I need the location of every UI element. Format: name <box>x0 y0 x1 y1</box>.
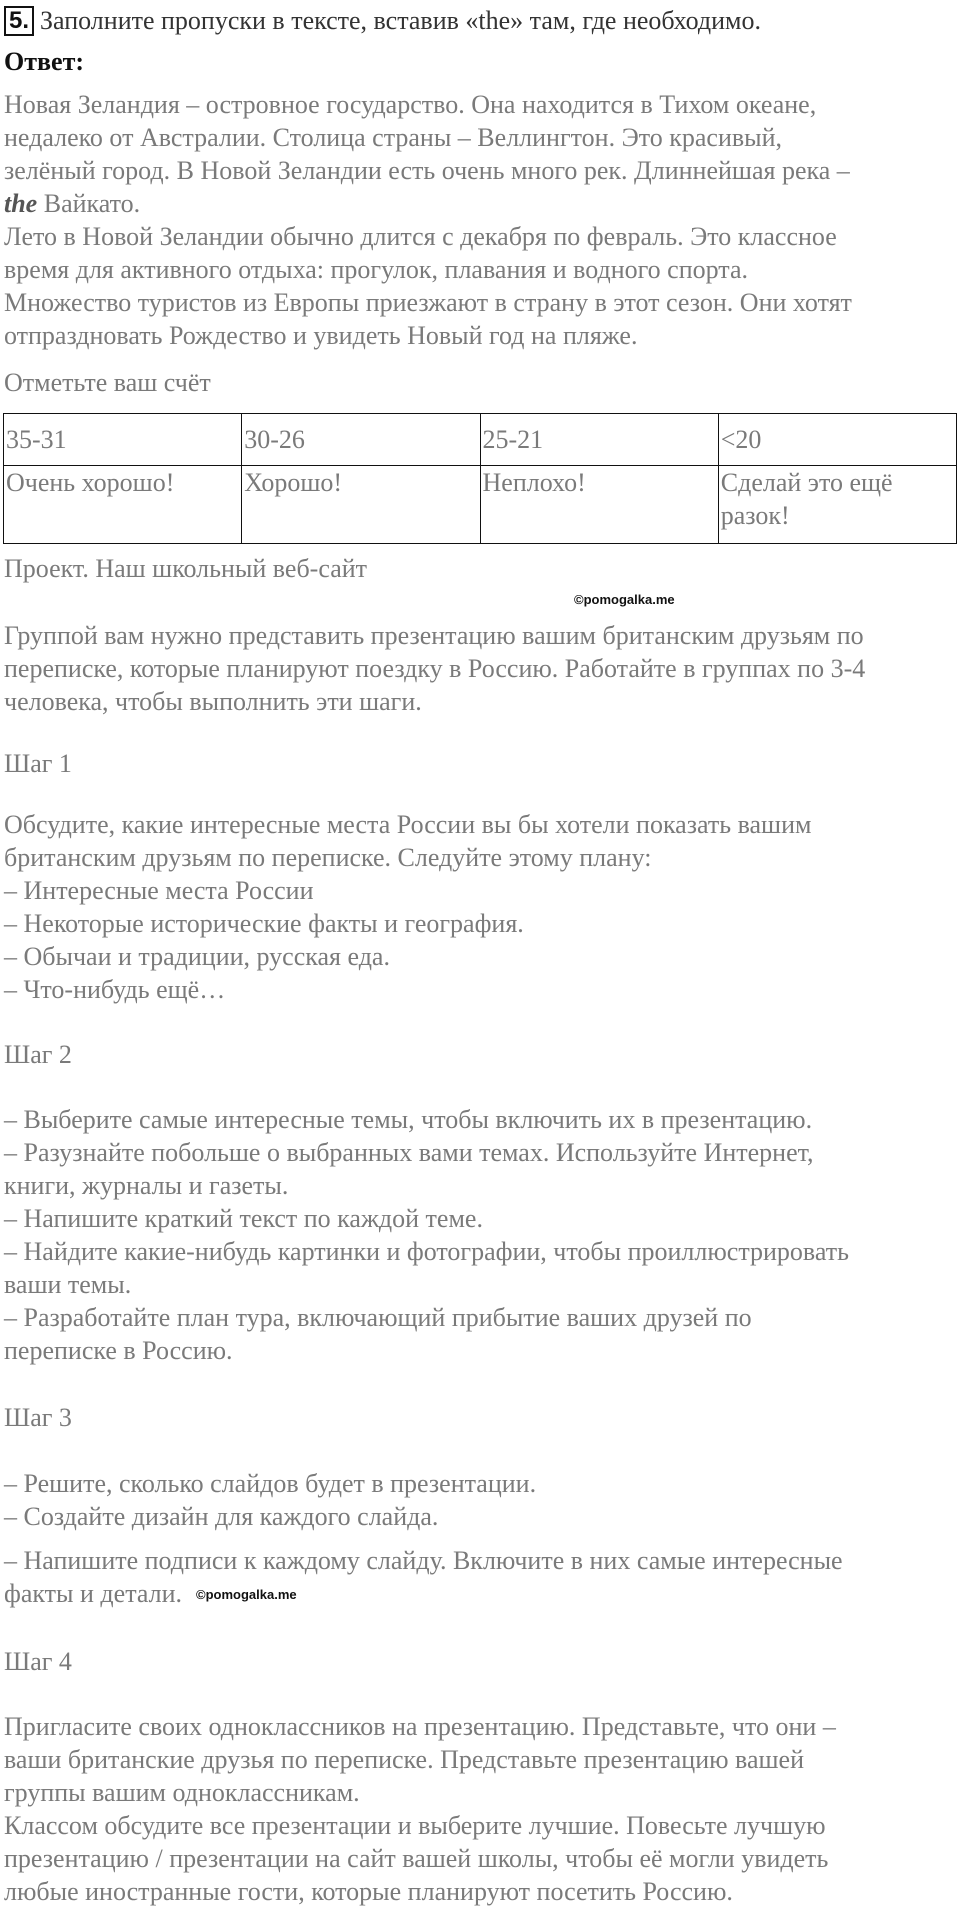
list-item: – Выберите самые интересные темы, чтобы включить их в презентацию. <box>4 1105 813 1134</box>
project-intro <box>4 619 865 718</box>
answer-line <box>4 187 852 220</box>
watermark: ©pomogalka.me <box>574 592 675 607</box>
step3-content-b <box>4 1544 843 1614</box>
answer-line: отпраздновать Рождество и увидеть Новый год на пляже. <box>4 321 638 350</box>
score-comment-cell: Сделай это ещё разок! <box>718 466 956 544</box>
list-item: – Что-нибудь ещё… <box>4 975 226 1004</box>
score-ranges-row <box>4 414 957 466</box>
score-comment-cell: Хорошо! <box>242 466 480 544</box>
answer-line: Новая Зеландия – островное государство. Она находится в Тихом океане, <box>4 90 817 119</box>
list-item: – Решите, сколько слайдов будет в презентации. <box>4 1469 537 1498</box>
step-title: Шаг 4 <box>4 1647 72 1676</box>
exercise-number: 5. <box>4 6 34 36</box>
intro-line: человека, чтобы выполнить эти шаги. <box>4 687 422 716</box>
step-line: Классом обсудите все презентации и выберите лучшие. Повесьте лучшую <box>4 1811 826 1840</box>
project-title: Проект. Наш школьный веб-сайт <box>4 554 368 583</box>
score-comment-cell: Очень хорошо! <box>4 466 242 544</box>
step-line: Обсудите, какие интересные места России вы бы хотели показать вашим <box>4 810 812 839</box>
step-line: любые иностранные гости, которые планируют посетить Россию. <box>4 1877 733 1906</box>
list-item-text: факты и детали. <box>4 1579 183 1608</box>
score-label: Отметьте ваш счёт <box>4 368 211 397</box>
step-title: Шаг 1 <box>4 749 72 778</box>
inserted-the: the <box>4 189 38 218</box>
list-item: – Разузнайте побольше о выбранных вами темах. Используйте Интернет, <box>4 1138 814 1167</box>
list-item: – Некоторые исторические факты и география. <box>4 909 524 938</box>
intro-line: Группой вам нужно представить презентацию вашим британским друзьям по <box>4 621 864 650</box>
list-item: ваши темы. <box>4 1270 132 1299</box>
list-item: – Обычаи и традиции, русская еда. <box>4 942 390 971</box>
score-range-cell: 35-31 <box>4 414 242 466</box>
answer-line: зелёный город. В Новой Зеландии есть очень много рек. Длиннейшая река – <box>4 156 850 185</box>
list-item: – Разработайте план тура, включающий прибытие ваших друзей по <box>4 1303 752 1332</box>
score-range-cell: 25-21 <box>480 414 718 466</box>
score-range-cell: 30-26 <box>242 414 480 466</box>
intro-line: переписке, которые планируют поездку в Россию. Работайте в группах по 3-4 <box>4 654 866 683</box>
answer-line-rest: Вайкато. <box>37 189 141 218</box>
answer-line: время для активного отдыха: прогулок, плавания и водного спорта. <box>4 255 748 284</box>
list-item: книги, журналы и газеты. <box>4 1171 289 1200</box>
step4-content <box>4 1710 836 1908</box>
answer-line: Множество туристов из Европы приезжают в страну в этот сезон. Они хотят <box>4 288 852 317</box>
list-item: – Напишите краткий текст по каждой теме. <box>4 1204 483 1233</box>
score-range-cell: <20 <box>718 414 956 466</box>
step-line: ваши британские друзья по переписке. Представьте презентацию вашей <box>4 1745 805 1774</box>
exercise-instruction: Заполните пропуски в тексте, вставив «the» там, где необходимо. <box>40 6 762 35</box>
list-item: – Интересные места России <box>4 876 314 905</box>
answer-text <box>4 88 852 352</box>
score-comment-cell: Неплохо! <box>480 466 718 544</box>
step3-content <box>4 1467 536 1533</box>
answer-line: недалеко от Австралии. Столица страны – Веллингтон. Это красивый, <box>4 123 783 152</box>
list-item <box>4 1577 843 1614</box>
step-line: Пригласите своих одноклассников на презентацию. Представьте, что они – <box>4 1712 836 1741</box>
list-item: – Найдите какие-нибудь картинки и фотографии, чтобы проиллюстрировать <box>4 1237 849 1266</box>
step2-content <box>4 1103 849 1367</box>
step-line: презентацию / презентации на сайт вашей школы, чтобы её могли увидеть <box>4 1844 829 1873</box>
answer-line: Лето в Новой Зеландии обычно длится с декабря по февраль. Это классное <box>4 222 837 251</box>
step-title: Шаг 2 <box>4 1040 72 1069</box>
score-comments-row <box>4 466 957 544</box>
score-table <box>3 413 957 544</box>
step-title: Шаг 3 <box>4 1403 72 1432</box>
step1-content <box>4 808 811 1006</box>
list-item: – Создайте дизайн для каждого слайда. <box>4 1502 439 1531</box>
step-line: группы вашим одноклассникам. <box>4 1778 360 1807</box>
watermark: ©pomogalka.me <box>196 1587 297 1602</box>
list-item: переписке в Россию. <box>4 1336 233 1365</box>
step-line: британским друзьям по переписке. Следуйте этому плану: <box>4 843 652 872</box>
answer-label: Ответ: <box>4 47 85 76</box>
exercise-header <box>4 4 761 37</box>
list-item: – Напишите подписи к каждому слайду. Включите в них самые интересные <box>4 1546 843 1575</box>
